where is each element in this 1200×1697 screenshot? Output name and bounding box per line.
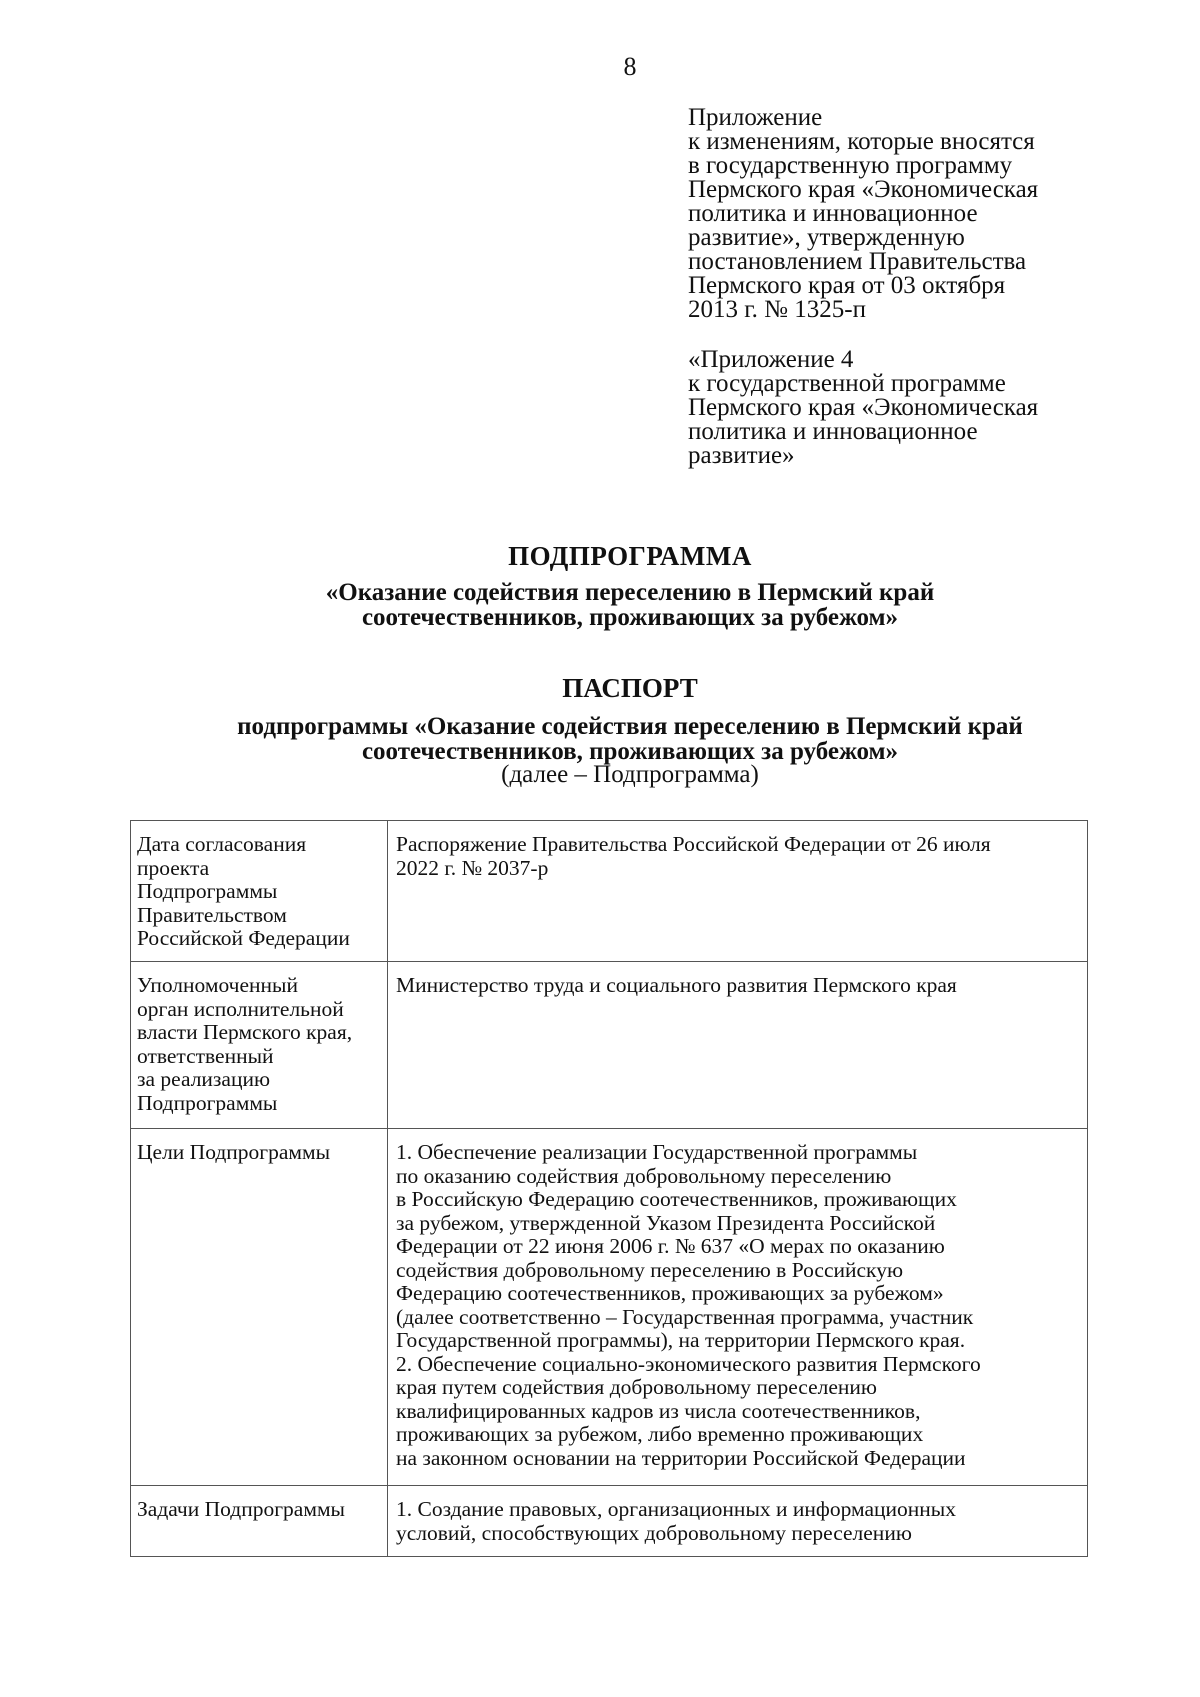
passport-note: (далее – Подпрограмма) bbox=[501, 761, 759, 788]
annex-header: Приложение к изменениям, которые вносятся в государственную программу Пермского края «Экономическая политика и инновационное развитие», утвержденную постановлением Правительства Пермского края от 03 октября 2013 г. № 1325-п bbox=[688, 104, 1039, 323]
row-label: Цели Подпрограммы bbox=[131, 1129, 388, 1486]
annex-quote: «Приложение 4 к государственной программе Пермского края «Экономическая политика и инновационное развитие» bbox=[688, 346, 1039, 469]
passport-name: подпрограммы «Оказание содействия переселению в Пермский край соотечественников, проживающих за рубежом» bbox=[237, 713, 1023, 765]
table-row bbox=[131, 1486, 1088, 1557]
row-label: Задачи Подпрограммы bbox=[131, 1486, 388, 1557]
table-row bbox=[131, 821, 1088, 962]
passport-table bbox=[130, 820, 1088, 1557]
row-label: Дата согласования проекта Подпрограммы Правительством Российской Федерации bbox=[131, 821, 388, 962]
page-number: 8 bbox=[623, 52, 637, 81]
table-row bbox=[131, 962, 1088, 1129]
subprogram-name: «Оказание содействия переселению в Пермский край соотечественников, проживающих за рубежом» bbox=[325, 579, 935, 631]
row-value: 1. Создание правовых, организационных и информационных условий, способствующих добровольному переселению bbox=[388, 1486, 1088, 1557]
subprogram-title: ПОДПРОГРАММА bbox=[508, 541, 752, 571]
row-value: 1. Обеспечение реализации Государственной программы по оказанию содействия добровольному переселению в Российскую Федерацию соотечественников, проживающих за рубежом, утвержденной Указом Президента Российской Федерации от 22 июня 2006 г. № 637 «О мерах по оказанию содействия добровольному переселению в Российскую Федерацию соотечественников, проживающих за рубежом» (далее соответственно – Государственная программа, участник Государственной программы), на территории Пермского края. 2. Обеспечение социально-экономического развития Пермского края путем содействия добровольному переселению квалифицированных кадров из числа соотечественников, проживающих за рубежом, либо временно проживающих на законном основании на территории Российской Федерации bbox=[388, 1129, 1088, 1486]
table-row bbox=[131, 1129, 1088, 1486]
passport-title: ПАСПОРТ bbox=[562, 673, 698, 703]
row-label: Уполномоченный орган исполнительной власти Пермского края, ответственный за реализацию Подпрограммы bbox=[131, 962, 388, 1129]
row-value: Министерство труда и социального развития Пермского края bbox=[388, 962, 1088, 1129]
row-value: Распоряжение Правительства Российской Федерации от 26 июля 2022 г. № 2037-р bbox=[388, 821, 1088, 962]
